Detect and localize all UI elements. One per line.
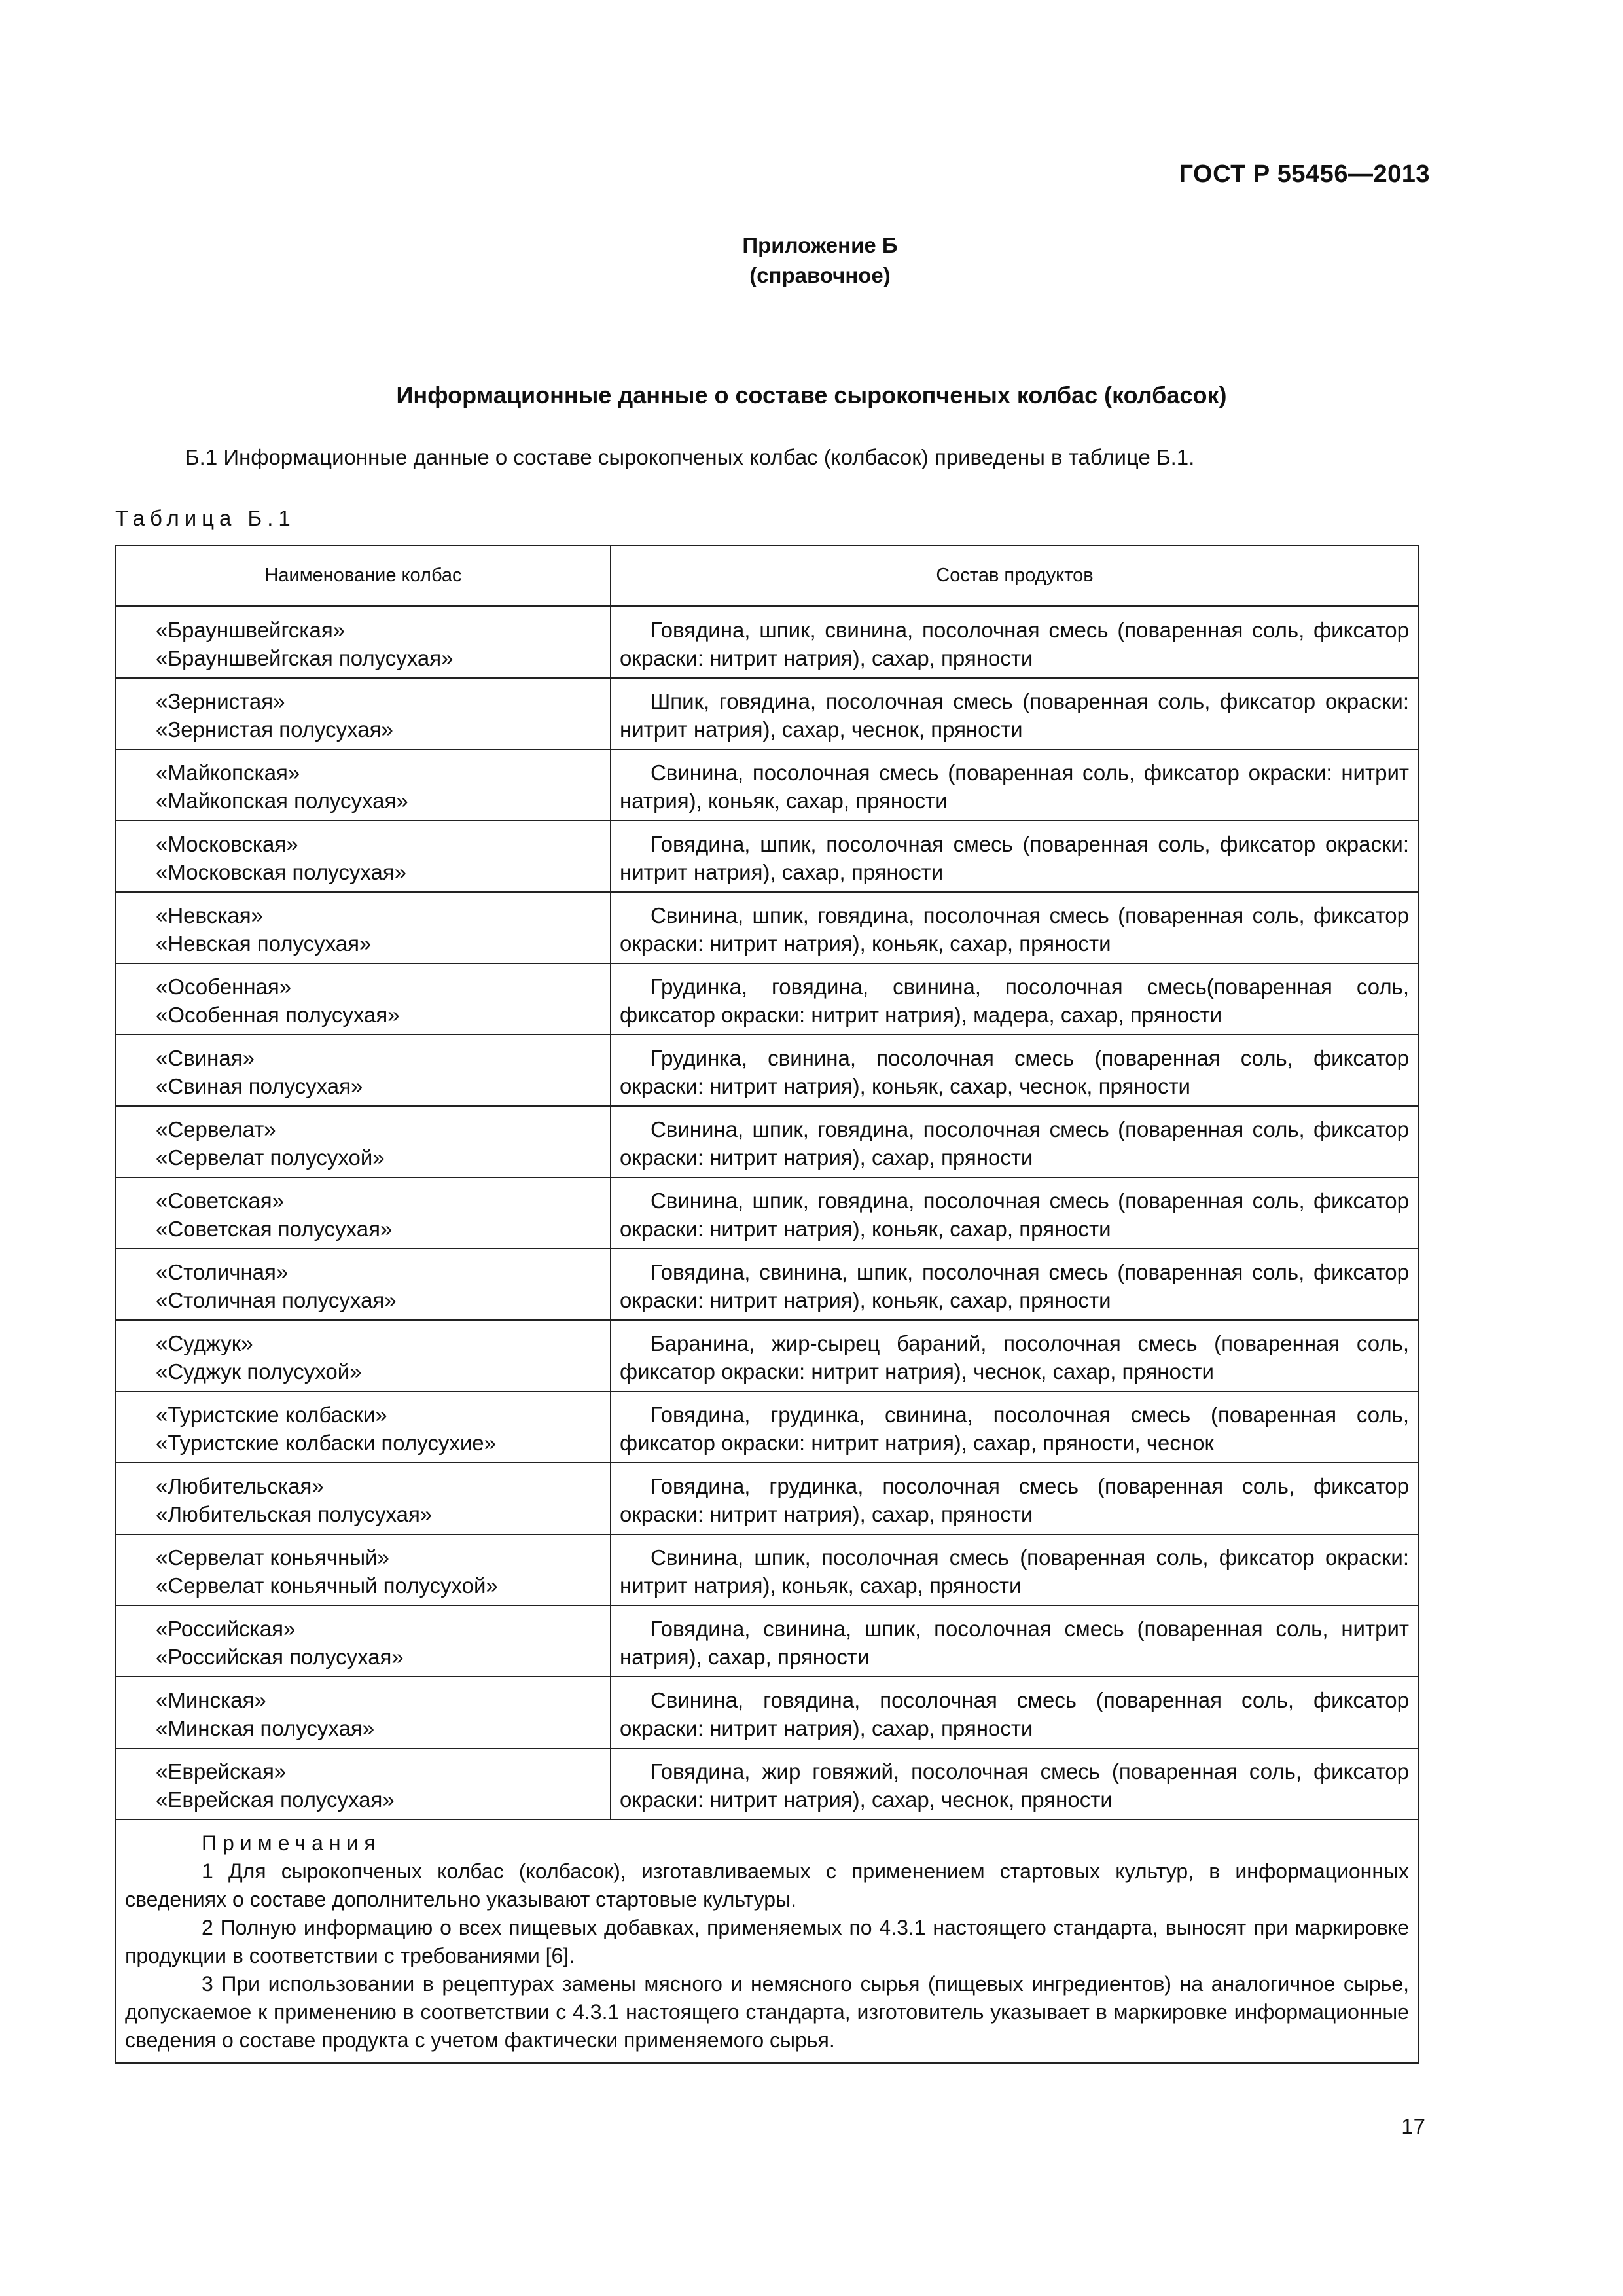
sausage-name: «Минская» xyxy=(156,1688,266,1712)
sausage-name-cell xyxy=(116,1534,611,1605)
composition-cell: Шпик, говядина, посолочная смесь (поваренная соль, фиксатор окраски: нитрит натрия), сахар, чеснок, пряности xyxy=(611,678,1419,749)
sausage-name: «Советская» xyxy=(156,1189,284,1213)
sausage-name-cell xyxy=(116,1177,611,1249)
composition-table xyxy=(115,545,1419,2064)
sausage-name-cell xyxy=(116,1463,611,1534)
sausage-name-cell xyxy=(116,1605,611,1677)
section-title: Информационные данные о составе сырокопченых колбас (колбасок) xyxy=(396,382,1227,408)
table-row xyxy=(116,892,1419,963)
table-row xyxy=(116,1320,1419,1391)
header-composition-column: Состав продуктов xyxy=(611,545,1419,606)
table-row xyxy=(116,678,1419,749)
sausage-name-semidry: «Российская полусухая» xyxy=(156,1645,404,1669)
sausage-name-cell xyxy=(116,678,611,749)
sausage-name: «Суджук» xyxy=(156,1331,253,1355)
sausage-name-cell xyxy=(116,821,611,892)
notes-title: Примечания xyxy=(202,1831,382,1855)
sausage-name: «Еврейская» xyxy=(156,1759,287,1784)
sausage-name-semidry: «Брауншвейгская полусухая» xyxy=(156,646,454,670)
table-row xyxy=(116,1177,1419,1249)
sausage-name-cell xyxy=(116,1035,611,1106)
sausage-name-semidry: «Минская полусухая» xyxy=(156,1716,375,1740)
table-header-row xyxy=(116,545,1419,606)
table-row xyxy=(116,1534,1419,1605)
sausage-name: «Особенная» xyxy=(156,975,292,999)
composition-cell: Говядина, свинина, шпик, посолочная смесь (поваренная соль, нитрит натрия), сахар, пряности xyxy=(611,1605,1419,1677)
note-1: 1 Для сырокопченых колбас (колбасок), изготавливаемых с применением стартовых культур, в информационных сведениях о составе дополнительно указывают стартовые культуры. xyxy=(125,1859,1409,1911)
table-caption: Таблица Б.1 xyxy=(115,506,296,530)
composition-cell: Свинина, шпик, посолочная смесь (поваренная соль, фиксатор окраски: нитрит натрия), коньяк, сахар, пряности xyxy=(611,1534,1419,1605)
sausage-name-cell xyxy=(116,963,611,1035)
sausage-name-cell xyxy=(116,1320,611,1391)
composition-cell: Говядина, шпик, свинина, посолочная смесь (поваренная соль, фиксатор окраски: нитрит натрия), сахар, пряности xyxy=(611,606,1419,678)
page-number: 17 xyxy=(1401,2114,1425,2138)
composition-cell: Грудинка, свинина, посолочная смесь (поваренная соль, фиксатор окраски: нитрит натрия), коньяк, сахар, чеснок, пряности xyxy=(611,1035,1419,1106)
composition-cell: Свинина, шпик, говядина, посолочная смесь (поваренная соль, фиксатор окраски: нитрит натрия), коньяк, сахар, пряности xyxy=(611,1177,1419,1249)
sausage-name-semidry: «Свиная полусухая» xyxy=(156,1074,363,1098)
sausage-name: «Туристские колбаски» xyxy=(156,1403,387,1427)
sausage-name-semidry: «Особенная полусухая» xyxy=(156,1003,400,1027)
sausage-name-semidry: «Зернистая полусухая» xyxy=(156,717,393,742)
sausage-name: «Майкопская» xyxy=(156,761,300,785)
sausage-name-semidry: «Сервелат полусухой» xyxy=(156,1145,385,1170)
sausage-name: «Российская» xyxy=(156,1617,296,1641)
sausage-name-cell xyxy=(116,1391,611,1463)
sausage-name: «Столичная» xyxy=(156,1260,289,1284)
composition-cell: Говядина, жир говяжий, посолочная смесь (поваренная соль, фиксатор окраски: нитрит натрия), сахар, чеснок, пряности xyxy=(611,1748,1419,1820)
note-3: 3 При использовании в рецептурах замены мясного и немясного сырья (пищевых ингредиентов) на аналогичное сырье, допускаемое к применению в соответствии с 4.3.1 настоящего стандарта, изготовитель указывает в маркировке информационные сведения о составе продукта с учетом фактически применяемого сырья. xyxy=(125,1972,1409,2052)
composition-cell: Свинина, посолочная смесь (поваренная соль, фиксатор окраски: нитрит натрия), коньяк, сахар, пряности xyxy=(611,749,1419,821)
sausage-name-semidry: «Столичная полусухая» xyxy=(156,1288,397,1312)
sausage-name-cell xyxy=(116,892,611,963)
notes-cell xyxy=(116,1820,1419,2063)
sausage-name-semidry: «Туристские колбаски полусухие» xyxy=(156,1431,496,1455)
notes-row xyxy=(116,1820,1419,2063)
composition-cell: Свинина, шпик, говядина, посолочная смесь (поваренная соль, фиксатор окраски: нитрит натрия), коньяк, сахар, пряности xyxy=(611,892,1419,963)
sausage-name: «Зернистая» xyxy=(156,689,285,713)
composition-cell: Говядина, грудинка, свинина, посолочная смесь (поваренная соль, фиксатор окраски: нитрит натрия), сахар, пряности, чеснок xyxy=(611,1391,1419,1463)
sausage-name: «Любительская» xyxy=(156,1474,324,1498)
sausage-name-cell xyxy=(116,1106,611,1177)
sausage-name: «Невская» xyxy=(156,903,263,927)
composition-cell: Свинина, шпик, говядина, посолочная смесь (поваренная соль, фиксатор окраски: нитрит натрия), сахар, пряности xyxy=(611,1106,1419,1177)
sausage-name-semidry: «Майкопская полусухая» xyxy=(156,789,408,813)
composition-cell: Баранина, жир-сырец бараний, посолочная смесь (поваренная соль, фиксатор окраски: нитрит натрия), чеснок, сахар, пряности xyxy=(611,1320,1419,1391)
document-code: ГОСТ Р 55456—2013 xyxy=(1179,160,1430,188)
composition-cell: Говядина, свинина, шпик, посолочная смесь (поваренная соль, фиксатор окраски: нитрит натрия), коньяк, сахар, пряности xyxy=(611,1249,1419,1320)
sausage-name-cell xyxy=(116,749,611,821)
table-row xyxy=(116,963,1419,1035)
header-name-column: Наименование колбас xyxy=(116,545,611,606)
sausage-name: «Сервелат коньячный» xyxy=(156,1545,389,1570)
note-2: 2 Полную информацию о всех пищевых добавках, применяемых по 4.3.1 настоящего стандарта, выносят при маркировке продукции в соответствии с требованиями [6]. xyxy=(125,1916,1409,1967)
sausage-name-semidry: «Советская полусухая» xyxy=(156,1217,393,1241)
table-row xyxy=(116,1391,1419,1463)
sausage-name-cell xyxy=(116,1748,611,1820)
table-row xyxy=(116,1605,1419,1677)
sausage-name: «Свиная» xyxy=(156,1046,255,1070)
appendix-title: Приложение Б xyxy=(742,233,898,257)
table-row xyxy=(116,1748,1419,1820)
sausage-name: «Брауншвейгская» xyxy=(156,618,346,642)
sausage-name: «Московская» xyxy=(156,832,298,856)
sausage-name-cell xyxy=(116,1249,611,1320)
table-row xyxy=(116,1106,1419,1177)
sausage-name-semidry: «Любительская полусухая» xyxy=(156,1502,433,1526)
composition-cell: Свинина, говядина, посолочная смесь (поваренная соль, фиксатор окраски: нитрит натрия), сахар, пряности xyxy=(611,1677,1419,1748)
composition-cell: Говядина, грудинка, посолочная смесь (поваренная соль, фиксатор окраски: нитрит натрия), сахар, пряности xyxy=(611,1463,1419,1534)
sausage-name-semidry: «Невская полусухая» xyxy=(156,931,372,956)
table-body xyxy=(116,606,1419,2063)
intro-paragraph: Б.1 Информационные данные о составе сырокопченых колбас (колбасок) приведены в таблице Б.1. xyxy=(185,445,1195,469)
table-row xyxy=(116,749,1419,821)
table-row xyxy=(116,821,1419,892)
table-row xyxy=(116,606,1419,678)
sausage-name-semidry: «Московская полусухая» xyxy=(156,860,407,884)
table-row xyxy=(116,1463,1419,1534)
appendix-heading xyxy=(0,230,1623,291)
table-row xyxy=(116,1035,1419,1106)
appendix-subtitle: (справочное) xyxy=(749,263,891,287)
sausage-name-semidry: «Сервелат коньячный полусухой» xyxy=(156,1573,498,1598)
sausage-name: «Сервелат» xyxy=(156,1117,276,1141)
table-row xyxy=(116,1677,1419,1748)
composition-cell: Говядина, шпик, посолочная смесь (поваренная соль, фиксатор окраски: нитрит натрия), сахар, пряности xyxy=(611,821,1419,892)
composition-cell: Грудинка, говядина, свинина, посолочная смесь(поваренная соль, фиксатор окраски: нитрит натрия), мадера, сахар, пряности xyxy=(611,963,1419,1035)
sausage-name-semidry: «Суджук полусухой» xyxy=(156,1359,362,1384)
sausage-name-cell xyxy=(116,606,611,678)
sausage-name-semidry: «Еврейская полусухая» xyxy=(156,1787,395,1812)
table-row xyxy=(116,1249,1419,1320)
sausage-name-cell xyxy=(116,1677,611,1748)
